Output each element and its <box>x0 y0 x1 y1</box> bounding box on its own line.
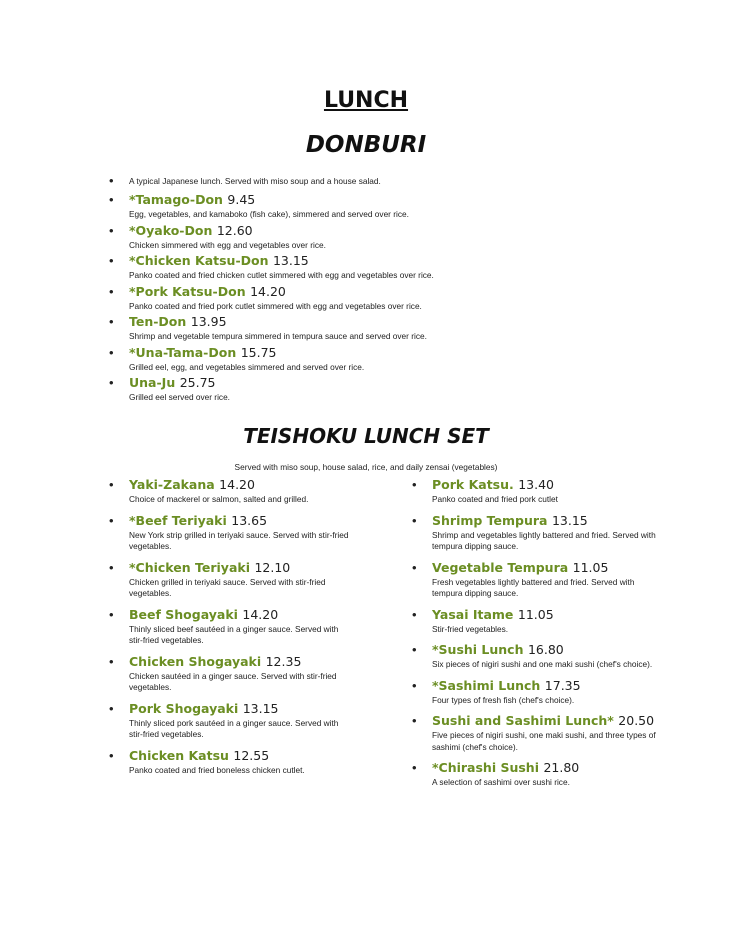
bullet-icon: • <box>412 559 417 575</box>
item-description: Chicken simmered with egg and vegetables over rice. <box>129 239 326 250</box>
bullet-icon: • <box>412 512 417 528</box>
item-price: 12.55 <box>233 747 270 763</box>
item-description: Five pieces of nigiri sushi, one maki sushi, and three types of sashimi (chef's choice). <box>432 730 656 752</box>
item-name: Beef Shogayaki <box>129 606 238 622</box>
bullet-icon: • <box>109 314 114 329</box>
page-title: LUNCH <box>323 88 409 113</box>
donburi-section-title: DONBURI <box>305 132 427 158</box>
item-price: 9.45 <box>227 192 256 207</box>
item-price: 13.15 <box>551 512 588 528</box>
item-description: Chicken sautéed in a ginger sauce. Served with stir-fried vegetables. <box>129 670 337 692</box>
item-price: 17.35 <box>544 677 581 693</box>
menu-item <box>109 252 569 283</box>
item-name: *Chicken Katsu-Don <box>129 253 269 268</box>
item-description: Thinly sliced beef sautéed in a ginger sauce. Served with stir-fried vegetables. <box>129 623 339 645</box>
item-name: Una-Ju <box>129 375 176 390</box>
menu-item <box>109 700 349 741</box>
bullet-icon: • <box>109 559 114 575</box>
bullet-icon: • <box>412 606 417 622</box>
bullet-icon: • <box>109 512 114 528</box>
item-name: Pork Katsu. <box>432 477 514 492</box>
item-price: 12.60 <box>216 222 253 238</box>
menu-item <box>412 759 657 789</box>
item-price: 15.75 <box>240 344 277 360</box>
item-price: 14.20 <box>242 606 279 622</box>
donburi-list <box>109 173 569 405</box>
item-name: *Beef Teriyaki <box>129 512 227 528</box>
item-name: Yaki-Zakana <box>129 477 215 492</box>
item-name: Chicken Shogayaki <box>129 653 262 669</box>
item-name: *Oyako-Don <box>129 222 213 238</box>
menu-item <box>109 344 569 375</box>
bullet-icon: • <box>109 700 114 716</box>
item-description: Shrimp and vegetables lightly battered and fried. Served with tempura dipping sauce. <box>432 529 656 551</box>
menu-item <box>412 559 657 600</box>
item-name: *Tamago-Don <box>129 192 223 207</box>
menu-item <box>109 476 349 506</box>
item-name: Yasai Itame <box>432 606 514 622</box>
item-description: Thinly sliced pork sautéed in a ginger sauce. Served with stir-fried vegetables. <box>129 717 339 739</box>
item-name: Vegetable Tempura <box>432 559 569 575</box>
item-price: 14.20 <box>250 283 286 299</box>
menu-item <box>412 712 657 753</box>
bullet-icon: • <box>412 477 417 492</box>
item-name: Sushi and Sashimi Lunch* <box>432 713 614 728</box>
menu-item <box>412 606 657 636</box>
menu-item <box>109 313 569 344</box>
item-price: 20.50 <box>618 713 655 728</box>
item-description: Stir-fried vegetables. <box>432 623 509 634</box>
bullet-icon: • <box>109 606 114 622</box>
item-description: Choice of mackerel or salmon, salted and grilled. <box>129 494 309 504</box>
bullet-icon: • <box>412 713 417 728</box>
bullet-icon: • <box>109 192 114 207</box>
menu-item <box>412 641 657 671</box>
item-price: 13.95 <box>190 314 227 329</box>
item-description: Panko coated and fried boneless chicken cutlet. <box>129 764 305 775</box>
menu-item <box>412 677 657 707</box>
menu-item <box>109 559 349 600</box>
bullet-icon: • <box>109 344 114 360</box>
item-price: 16.80 <box>527 642 564 657</box>
item-price: 13.15 <box>242 700 279 716</box>
bullet-icon: • <box>109 283 114 299</box>
item-name: Chicken Katsu <box>129 747 229 763</box>
item-description: Panko coated and fried pork cutlet simmered with egg and vegetables over rice. <box>129 300 422 311</box>
item-price: 13.65 <box>231 512 268 528</box>
menu-item <box>109 222 569 253</box>
bullet-icon: • <box>109 375 114 390</box>
item-name: Pork Shogayaki <box>129 700 239 716</box>
item-name: *Sashimi Lunch <box>432 677 541 693</box>
bullet-icon: • <box>412 760 417 775</box>
menu-item <box>412 476 657 506</box>
item-price: 21.80 <box>543 760 580 775</box>
item-description: Grilled eel, egg, and vegetables simmered and served over rice. <box>129 361 365 372</box>
item-price: 12.35 <box>265 653 302 669</box>
item-description: Four types of fresh fish (chef's choice). <box>432 694 575 705</box>
item-price: 12.10 <box>254 559 291 575</box>
teishoku-left-column <box>109 476 349 782</box>
item-name: *Chicken Teriyaki <box>129 559 250 575</box>
item-description: Panko coated and fried pork cutlet <box>432 494 558 504</box>
teishoku-right-column <box>412 476 657 795</box>
item-price: 13.15 <box>272 253 309 268</box>
item-name: *Sushi Lunch <box>432 642 524 657</box>
item-description: Panko coated and fried chicken cutlet simmered with egg and vegetables over rice. <box>129 270 434 280</box>
menu-item <box>109 374 569 405</box>
bullet-icon: • <box>109 173 114 188</box>
item-description: A selection of sashimi over sushi rice. <box>432 777 570 787</box>
item-name: *Pork Katsu-Don <box>129 283 246 299</box>
item-name: *Una-Tama-Don <box>129 344 237 360</box>
bullet-icon: • <box>109 653 114 669</box>
bullet-icon: • <box>412 642 417 657</box>
item-description: Shrimp and vegetable tempura simmered in tempura sauce and served over rice. <box>129 331 427 341</box>
bullet-icon: • <box>109 222 114 238</box>
item-description: Egg, vegetables, and kamaboko (fish cake), simmered and served over rice. <box>129 209 409 219</box>
teishoku-note: Served with miso soup, house salad, rice, and daily zensai (vegetables) <box>234 462 498 472</box>
menu-item <box>412 512 657 553</box>
donburi-intro-text: A typical Japanese lunch. Served with miso soup and a house salad. <box>129 176 381 186</box>
item-description: Chicken grilled in teriyaki sauce. Served with stir-fried vegetables. <box>129 576 326 598</box>
item-description: New York strip grilled in teriyaki sauce. Served with stir-fried vegetables. <box>129 529 349 551</box>
bullet-icon: • <box>109 253 114 268</box>
item-name: Shrimp Tempura <box>432 512 548 528</box>
menu-item <box>109 747 349 777</box>
bullet-icon: • <box>109 747 114 763</box>
teishoku-section-title: TEISHOKU LUNCH SET <box>243 424 489 448</box>
item-name: Ten-Don <box>129 314 187 329</box>
item-description: Fresh vegetables lightly battered and fried. Served with tempura dipping sauce. <box>432 576 635 598</box>
item-price: 11.05 <box>517 606 554 622</box>
item-description: Six pieces of nigiri sushi and one maki sushi (chef's choice). <box>432 659 653 669</box>
menu-item <box>109 653 349 694</box>
item-name: *Chirashi Sushi <box>432 760 539 775</box>
donburi-intro <box>109 173 569 191</box>
item-price: 11.05 <box>572 559 609 575</box>
menu-item <box>109 512 349 553</box>
menu-item <box>109 606 349 647</box>
item-price: 14.20 <box>219 477 255 492</box>
menu-item <box>109 283 569 314</box>
item-price: 25.75 <box>179 375 216 390</box>
bullet-icon: • <box>412 677 417 693</box>
bullet-icon: • <box>109 477 114 492</box>
menu-item <box>109 191 569 222</box>
item-price: 13.40 <box>518 477 555 492</box>
item-description: Grilled eel served over rice. <box>129 392 230 402</box>
